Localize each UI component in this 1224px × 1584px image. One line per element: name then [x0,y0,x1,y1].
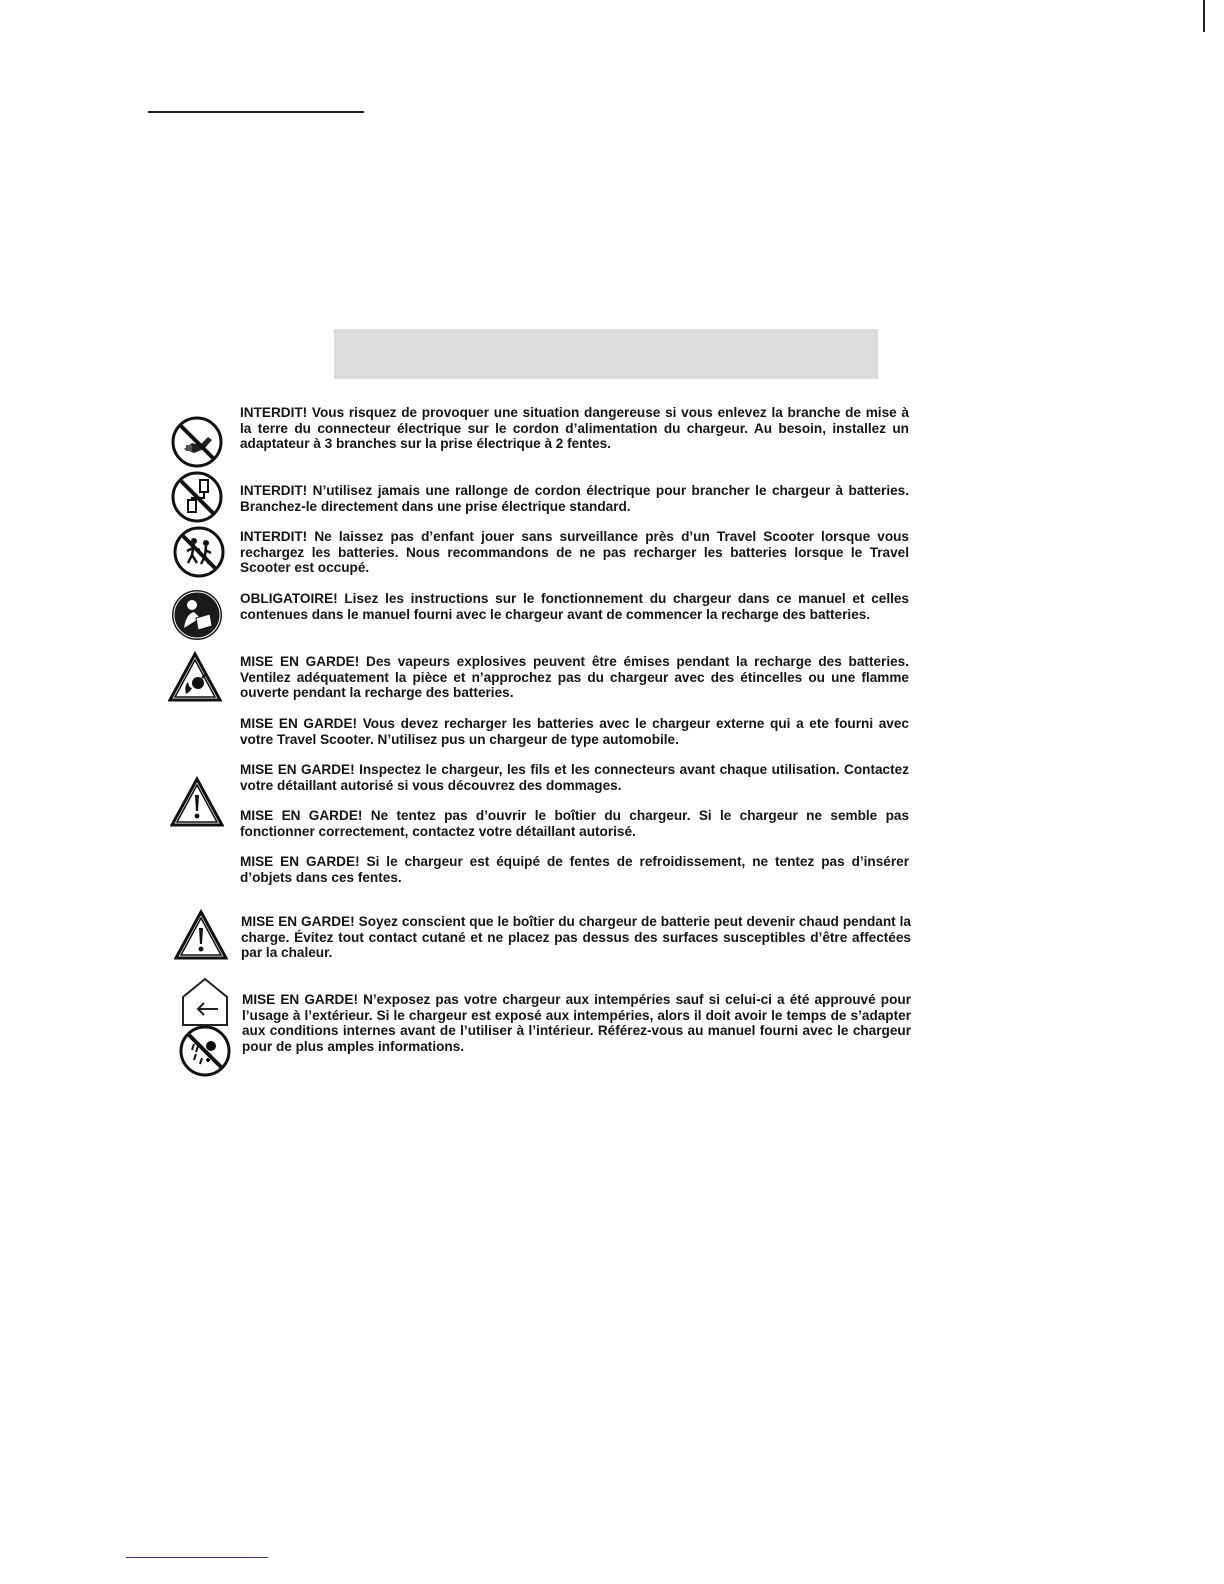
no-plug-removal-icon [170,415,224,469]
warning-explosive-vapors: MISE EN GARDE! Des vapeurs explosives peuvent être émises pendant la recharge des batteries. Ventilez adéquatement la pièce et n’approchez pas du chargeur avec des étincelles ou une flamme ouverte pendant la recharge des batteries. [240,654,909,701]
caution-triangle-icon [170,775,224,829]
warning-external-charger: MISE EN GARDE! Vous devez recharger les batteries avec le chargeur externe qui a ete fourni avec votre Travel Scooter. N’utilisez pus un chargeur de type automobile. [240,716,909,747]
caution-triangle-icon [174,908,228,962]
no-extension-cord-icon [170,470,224,524]
read-manual-icon [170,588,224,642]
warning-weather-exposure: MISE EN GARDE! N’exposez pas votre chargeur aux intempéries sauf si celui-ci a été approuvé pour l’usage à l’extérieur. Si le chargeur est exposé aux intempéries, alors il doit avoir le temps de s’adapter aux conditions internes avant de l’utiliser à l’intérieur. Référez-vous au manuel fourni avec le chargeur pour de plus amples informations. [242,992,911,1054]
warning-ground-plug: INTERDIT! Vous risquez de provoquer une situation dangereuse si vous enlevez la branche de mise à la terre du connecteur électrique sur le cordon d’alimentation du chargeur. Au besoin, installez un adaptateur à 3 branches sur la prise électrique à 2 fentes. [240,405,909,452]
cropped-text-line [155,1074,575,1084]
no-children-icon [172,525,226,579]
indoor-use-icon [178,975,232,1029]
warning-inspect-charger: MISE EN GARDE! Inspectez le chargeur, les fils et les connecteurs avant chaque utilisation. Contactez votre détaillant autorisé si vous découvrez des dommages. [240,762,909,793]
no-weather-exposure-icon [178,1024,232,1078]
mandatory-read-instructions: OBLIGATOIRE! Lisez les instructions sur le fonctionnement du chargeur dans ce manuel et celles contenues dans le manuel fourni avec le chargeur avant de commencer la recharge des batteries. [240,591,909,622]
warning-children: INTERDIT! Ne laissez pas d’enfant jouer sans surveillance près d’un Travel Scooter lorsque vous rechargez les batteries. Nous recommandons de ne pas recharger les batteries lorsque le Travel Scooter est occupé. [240,529,909,576]
warning-extension-cord: INTERDIT! N’utilisez jamais une rallonge de cordon électrique pour brancher le chargeur à batteries. Branchez-le directement dans une prise électrique standard. [240,483,909,514]
section-title-band [334,329,878,379]
header-rule [148,111,364,113]
footer-rule [126,1557,268,1558]
warning-hot-housing: MISE EN GARDE! Soyez conscient que le boîtier du chargeur de batterie peut devenir chaud pendant la charge. Évitez tout contact cutané et ne placez pas dessus des surfaces susceptibles d’être affectées par la chaleur. [241,914,911,961]
warning-cooling-slots: MISE EN GARDE! Si le chargeur est équipé de fentes de refroidissement, ne tentez pas d’insérer d’objets dans ces fentes. [240,854,909,885]
warning-do-not-open: MISE EN GARDE! Ne tentez pas d’ouvrir le boîtier du chargeur. Si le chargeur ne semble pas fonctionner correctement, contactez votre détaillant autorisé. [240,808,909,839]
explosive-warning-icon [168,650,222,704]
page-edge-rule [1203,0,1205,32]
